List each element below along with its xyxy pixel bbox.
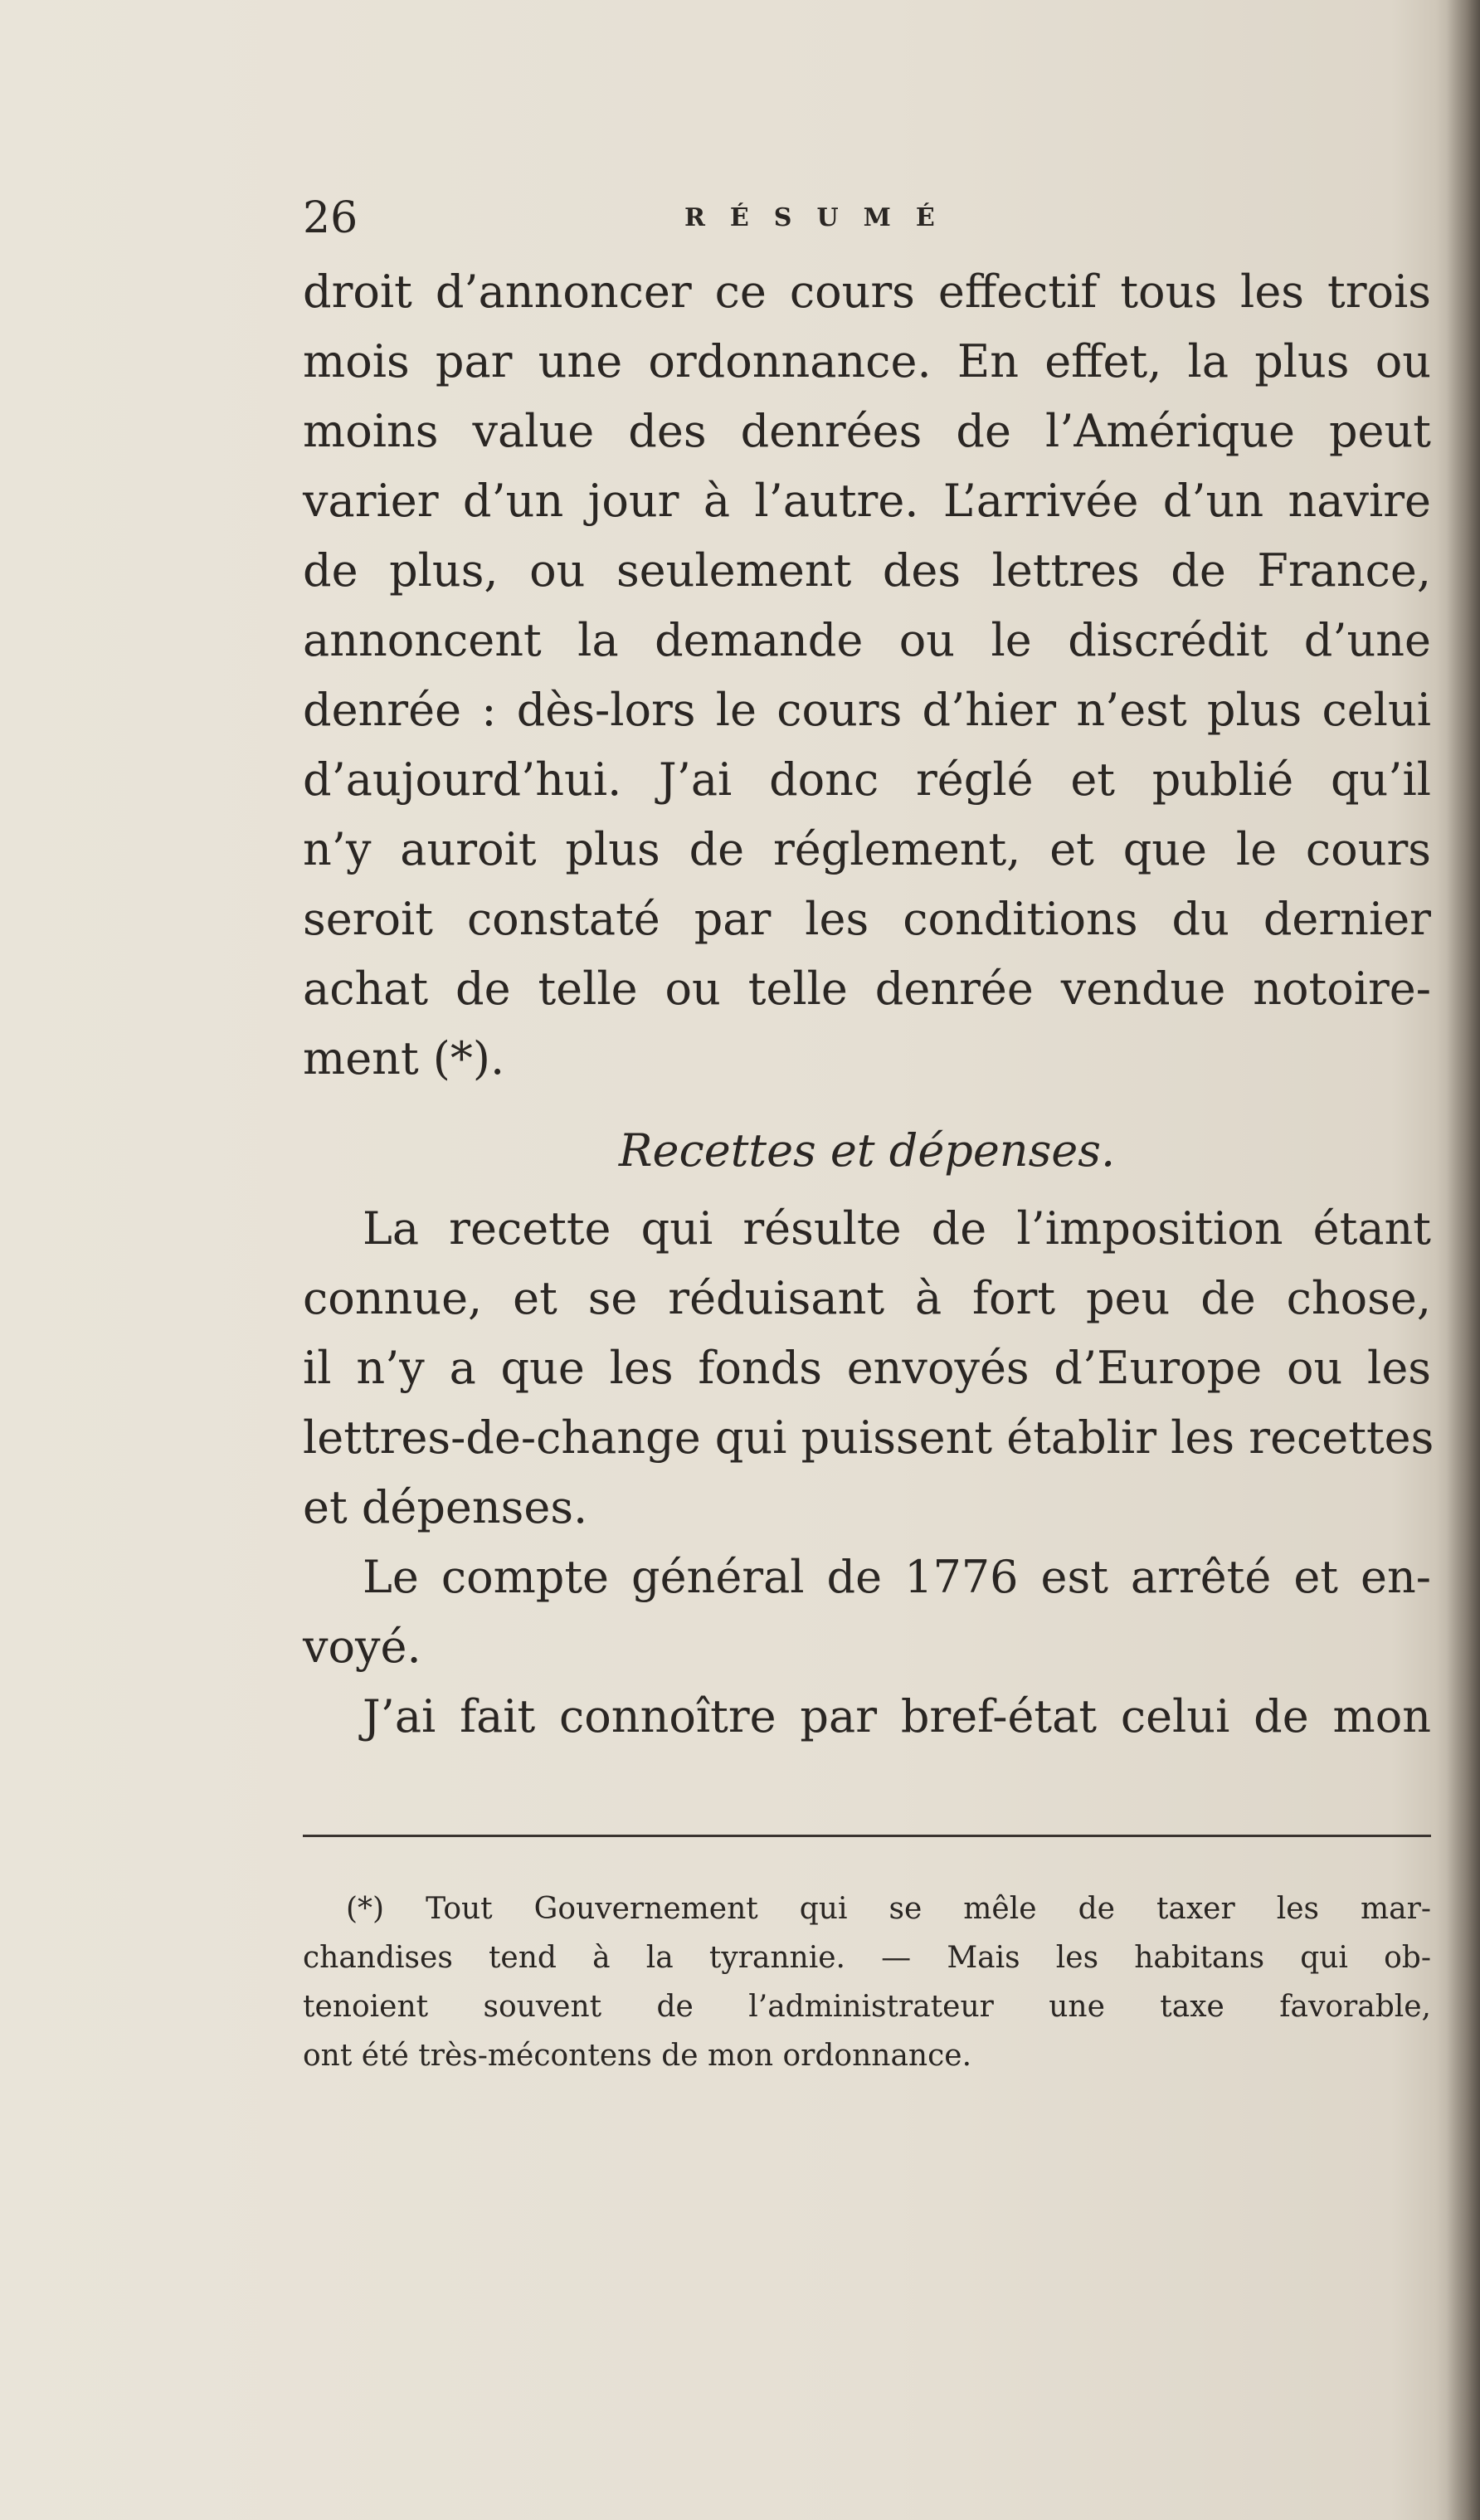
running-head: RÉSUMÉ (684, 203, 960, 232)
text-line: Le compte général de 1776 est arrêté et en- (363, 1551, 1431, 1603)
text-line: droit d’annoncer ce cours effectif tous les trois (303, 266, 1431, 318)
text-line: denrée : dès-lors le cours d’hier n’est plus celui (303, 684, 1431, 736)
text-line: annoncent la demande ou le discrédit d’une (303, 614, 1431, 666)
text-line: achat de telle ou telle denrée vendue notoire- (303, 963, 1431, 1015)
section-heading: Recettes et dépenses. (618, 1124, 1116, 1177)
text-line: varier d’un jour à l’autre. L’arrivée d’un navire (303, 475, 1431, 527)
footnote-line: ont été très-mécontens de mon ordonnance. (303, 2039, 972, 2073)
text-line: voyé. (303, 1621, 421, 1673)
paragraph-1 (303, 257, 1431, 1094)
text-line: connue, et se réduisant à fort peu de chose, (303, 1272, 1431, 1324)
text-line: lettres-de-change qui puissent établir les recettes (303, 1411, 1434, 1464)
footnote-line: (*) Tout Gouvernement qui se mêle de taxer les mar- (346, 1892, 1431, 1926)
text-line: il n’y a que les fonds envoyés d’Europe ou les (303, 1342, 1431, 1394)
footnote-line: tenoient souvent de l’administrateur une taxe favorable, (303, 1990, 1431, 2024)
text-line: n’y auroit plus de réglement, et que le cours (303, 823, 1431, 875)
paragraph-3 (303, 1543, 1431, 1682)
text-line: moins value des denrées de l’Amérique peut (303, 405, 1431, 457)
text-line: La recette qui résulte de l’imposition étant (363, 1202, 1431, 1255)
page-header (303, 189, 1431, 247)
text-line: et dépenses. (303, 1481, 588, 1533)
page-number: 26 (303, 193, 358, 243)
footnote-line: chandises tend à la tyrannie. — Mais les habitans qui ob- (303, 1941, 1431, 1975)
text-line: de plus, ou seulement des lettres de France, (303, 544, 1431, 597)
paragraph-2 (303, 1194, 1434, 1543)
text-line: J’ai fait connoître par bref-état celui de mon (363, 1690, 1431, 1743)
footnote-rule (303, 1835, 1431, 1837)
page-edge-shadow (1447, 0, 1480, 2520)
text-line: ment (*). (303, 1032, 505, 1085)
footnote (303, 1884, 1431, 2080)
paragraph-4 (303, 1682, 1431, 1752)
text-line: mois par une ordonnance. En effet, la plus ou (303, 335, 1431, 388)
text-line: seroit constaté par les conditions du dernier (303, 893, 1431, 945)
text-line: d’aujourd’hui. J’ai donc réglé et publié qu’il (303, 753, 1431, 806)
body-text (303, 257, 1434, 1752)
